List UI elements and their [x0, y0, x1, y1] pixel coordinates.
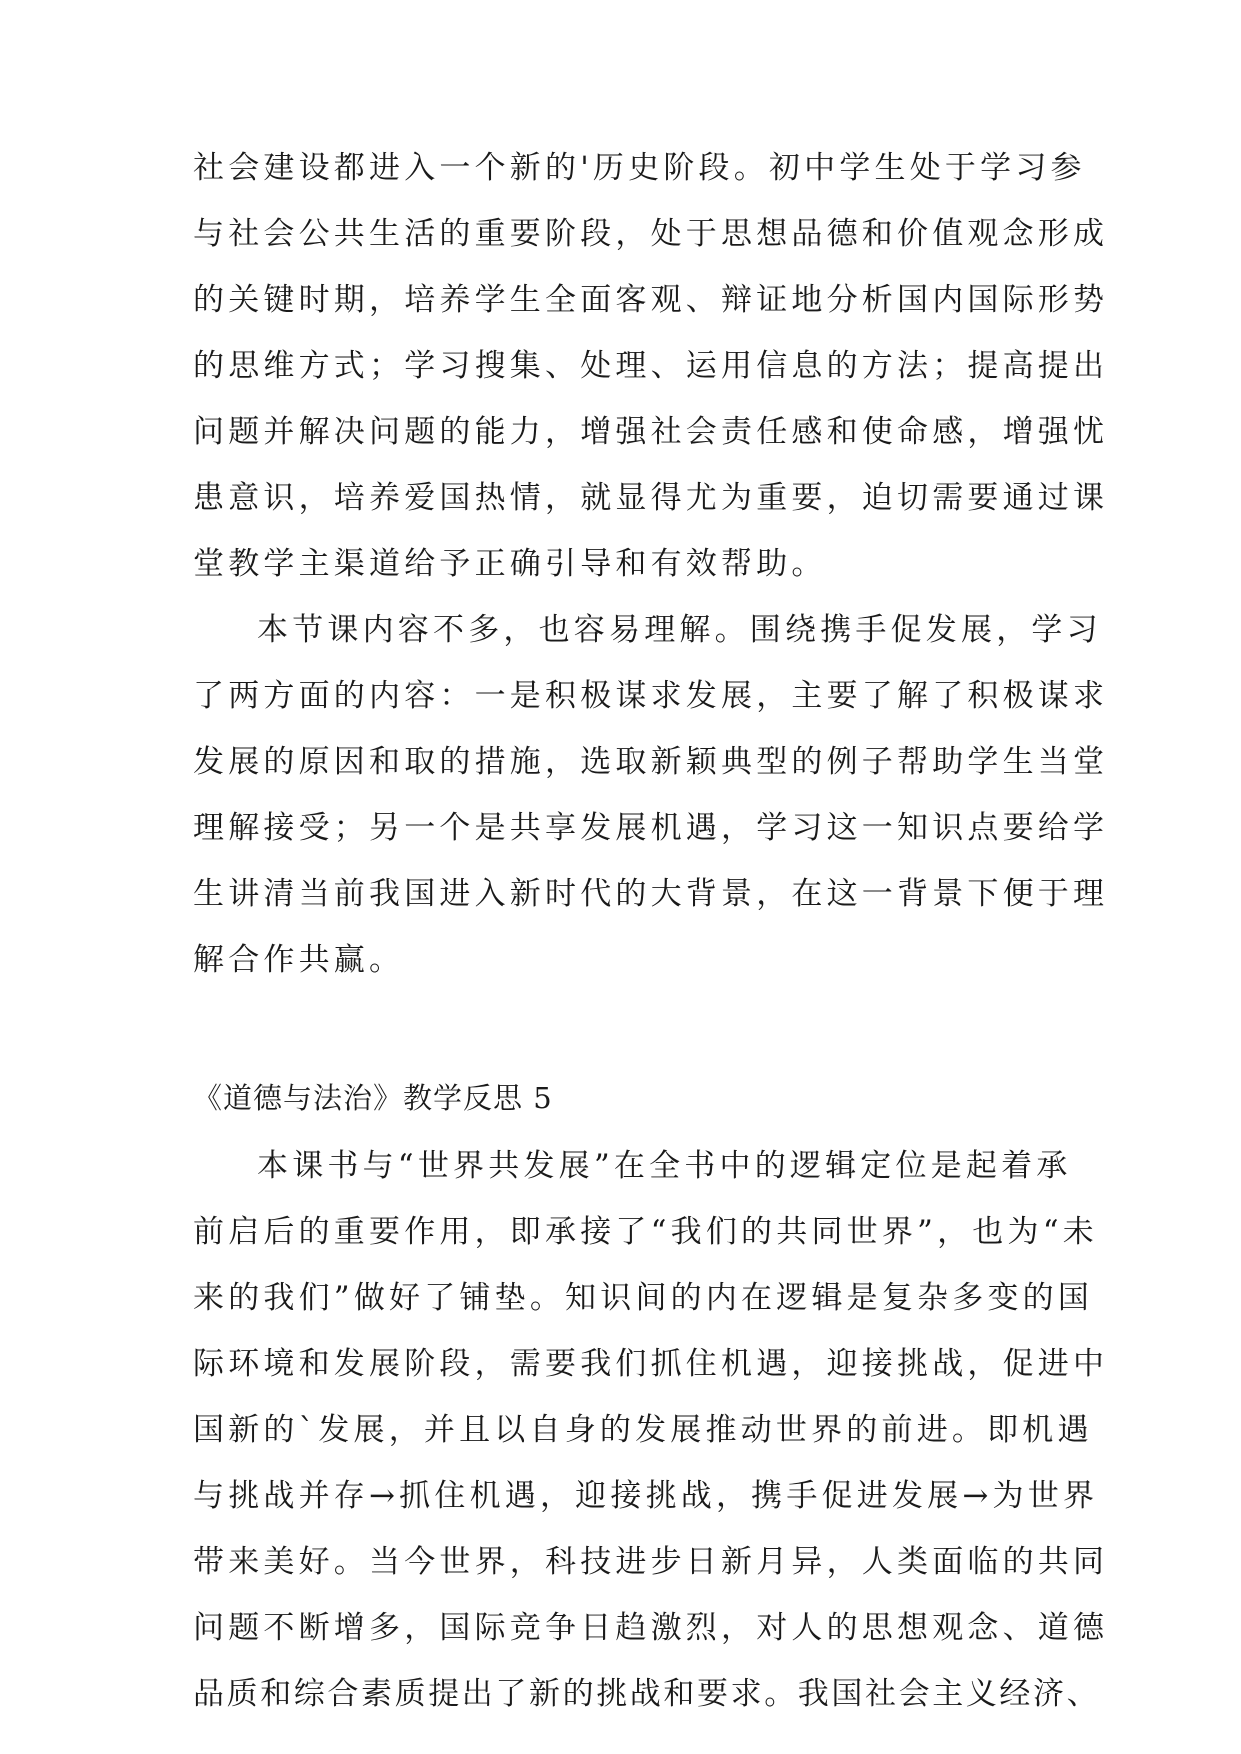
paragraph-1-line-6: 患意识，培养爱国热情，就显得尤为重要，迫切需要通过课 — [193, 480, 1109, 516]
paragraph-2-line-6: 解合作共赢。 — [193, 942, 405, 978]
paragraph-3-line-9: 品质和综合素质提出了新的挑战和要求。我国社会主义经济、 — [193, 1676, 1101, 1712]
paragraph-3-line-3: 来的我们”做好了铺垫。知识间的内在逻辑是复杂多变的国 — [193, 1280, 1094, 1316]
paragraph-1-line-5: 问题并解决问题的能力，增强社会责任感和使命感，增强忧 — [193, 414, 1109, 450]
paragraph-3-line-2: 前启后的重要作用，即承接了“我们的共同世界”，也为“未 — [193, 1214, 1098, 1250]
paragraph-2-line-3: 发展的原因和取的措施，选取新颖典型的例子帮助学生当堂 — [193, 744, 1109, 780]
paragraph-1-line-1: 社会建设都进入一个新的'历史阶段。初中学生处于学习参 — [193, 150, 1086, 186]
paragraph-3-line-8: 问题不断增多，国际竞争日趋激烈，对人的思想观念、道德 — [193, 1610, 1109, 1646]
paragraph-3-line-4: 际环境和发展阶段，需要我们抓住机遇，迎接挑战，促进中 — [193, 1346, 1109, 1382]
section-heading: 《道德与法治》教学反思 5 — [193, 1081, 553, 1115]
paragraph-3-line-7: 带来美好。当今世界，科技进步日新月异，人类面临的共同 — [193, 1544, 1109, 1580]
paragraph-3-line-6: 与挑战并存→抓住机遇，迎接挑战，携手促进发展→为世界 — [193, 1478, 1099, 1514]
paragraph-1-line-7: 堂教学主渠道给予正确引导和有效帮助。 — [193, 546, 827, 582]
paragraph-2-line-2: 了两方面的内容：一是积极谋求发展，主要了解了积极谋求 — [193, 678, 1109, 714]
paragraph-1-line-2: 与社会公共生活的重要阶段，处于思想品德和价值观念形成 — [193, 216, 1109, 252]
paragraph-2-line-1: 本节课内容不多，也容易理解。围绕携手促发展，学习 — [257, 612, 1102, 648]
paragraph-1-line-3: 的关键时期，培养学生全面客观、辩证地分析国内国际形势 — [193, 282, 1109, 318]
paragraph-1-line-4: 的思维方式；学习搜集、处理、运用信息的方法；提高提出 — [193, 348, 1109, 384]
paragraph-2-line-4: 理解接受；另一个是共享发展机遇，学习这一知识点要给学 — [193, 810, 1109, 846]
paragraph-3-line-1: 本课书与“世界共发展”在全书中的逻辑定位是起着承 — [257, 1148, 1072, 1184]
paragraph-3-line-5: 国新的`发展，并且以自身的发展推动世界的前进。即机遇 — [193, 1412, 1093, 1448]
paragraph-2-line-5: 生讲清当前我国进入新时代的大背景，在这一背景下便于理 — [193, 876, 1109, 912]
